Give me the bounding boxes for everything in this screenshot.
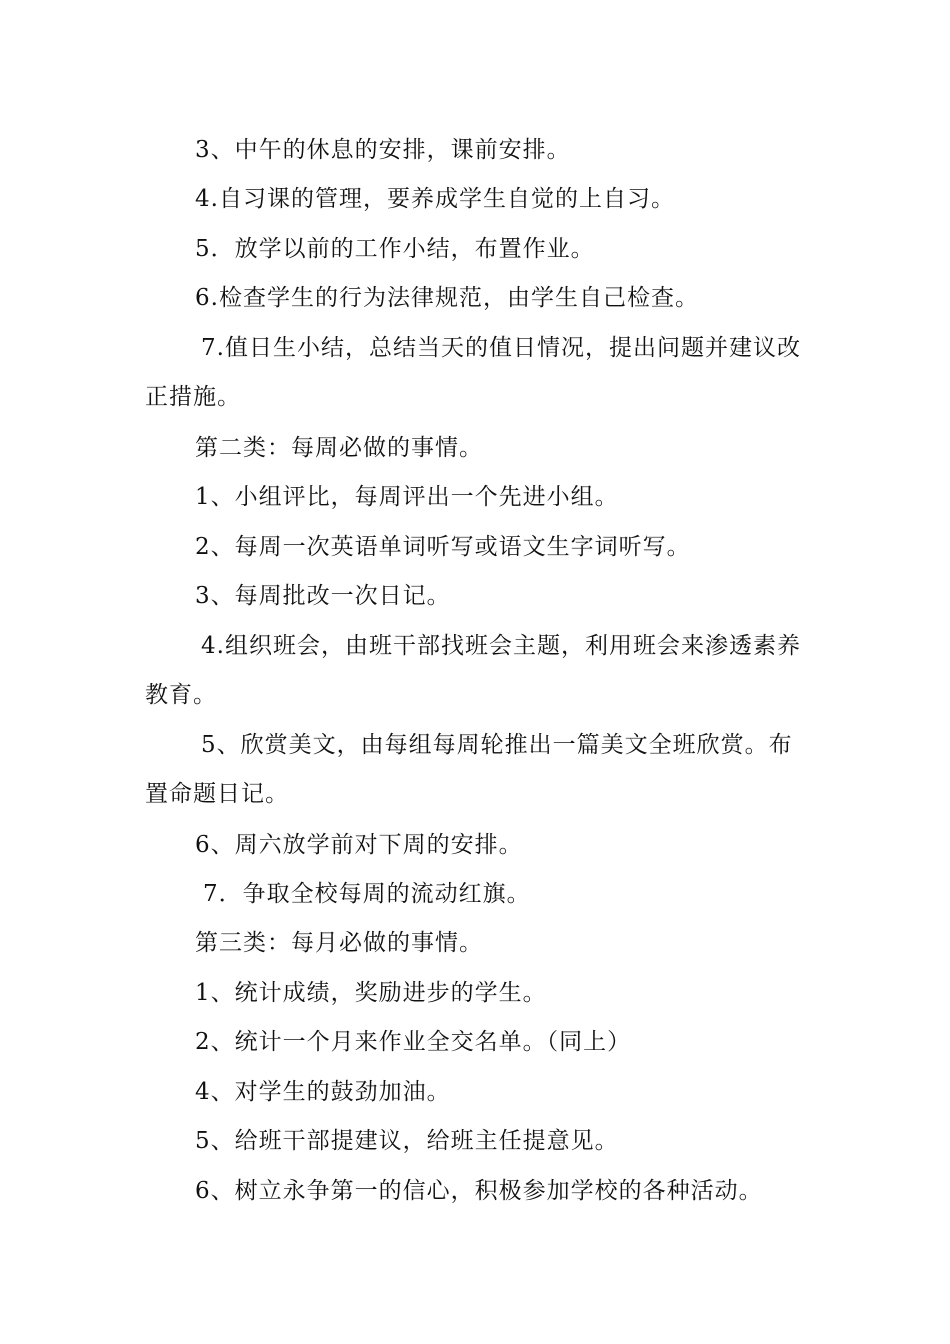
paragraph-text: 1、小组评比，每周评出一个先进小组。 — [195, 484, 619, 510]
paragraph-confidence — [145, 1167, 810, 1216]
paragraph-dictation — [145, 523, 810, 572]
paragraph-text: 7.值日生小结，总结当天的值日情况，提出问题并建议改正措施。 — [145, 335, 801, 410]
paragraph-text: 4.自习课的管理，要养成学生自觉的上自习。 — [195, 186, 675, 212]
paragraph-duty-summary — [145, 324, 810, 422]
paragraph-text: 7．争取全校每周的流动红旗。 — [203, 881, 531, 907]
paragraph-encouragement — [145, 1068, 810, 1117]
paragraph-text: 2、每周一次英语单词听写或语文生字词听写。 — [195, 534, 691, 560]
paragraph-behavior-check — [145, 274, 810, 323]
section-heading-weekly — [145, 424, 810, 473]
paragraph-after-school — [145, 225, 810, 274]
paragraph-text: 5、欣赏美文，由每组每周轮推出一篇美文全班欣赏。布置命题日记。 — [145, 732, 793, 807]
paragraph-text: 3、每周批改一次日记。 — [195, 583, 451, 609]
paragraph-saturday-plan — [145, 821, 810, 870]
paragraph-red-flag — [145, 870, 810, 919]
paragraph-homework-list — [145, 1018, 810, 1067]
paragraph-text: 1、统计成绩，奖励进步的学生。 — [195, 980, 547, 1006]
paragraph-diary-review — [145, 572, 810, 621]
paragraph-grade-stats — [145, 969, 810, 1018]
paragraph-text: 4.组织班会，由班干部找班会主题，利用班会来渗透素养教育。 — [145, 633, 801, 708]
section-heading-text: 第二类：每周必做的事情。 — [195, 435, 483, 461]
paragraph-text: 3、中午的休息的安排，课前安排。 — [195, 137, 571, 163]
paragraph-text: 2、统计一个月来作业全交名单。（同上） — [195, 1029, 632, 1055]
paragraph-text: 6、树立永争第一的信心，积极参加学校的各种活动。 — [195, 1178, 763, 1204]
paragraph-group-review — [145, 473, 810, 522]
paragraph-text: 6、周六放学前对下周的安排。 — [195, 832, 523, 858]
paragraph-self-study — [145, 175, 810, 224]
paragraph-appreciate-essay — [145, 721, 810, 819]
paragraph-noon-rest — [145, 126, 810, 175]
paragraph-class-meeting — [145, 622, 810, 720]
paragraph-text: 5．放学以前的工作小结，布置作业。 — [195, 236, 595, 262]
paragraph-text: 5、给班干部提建议，给班主任提意见。 — [195, 1128, 619, 1154]
paragraph-suggestions — [145, 1117, 810, 1166]
section-heading-monthly — [145, 919, 810, 968]
paragraph-text: 4、对学生的鼓劲加油。 — [195, 1079, 451, 1105]
paragraph-text: 6.检查学生的行为法律规范，由学生自己检查。 — [195, 285, 699, 311]
section-heading-text: 第三类：每月必做的事情。 — [195, 930, 483, 956]
